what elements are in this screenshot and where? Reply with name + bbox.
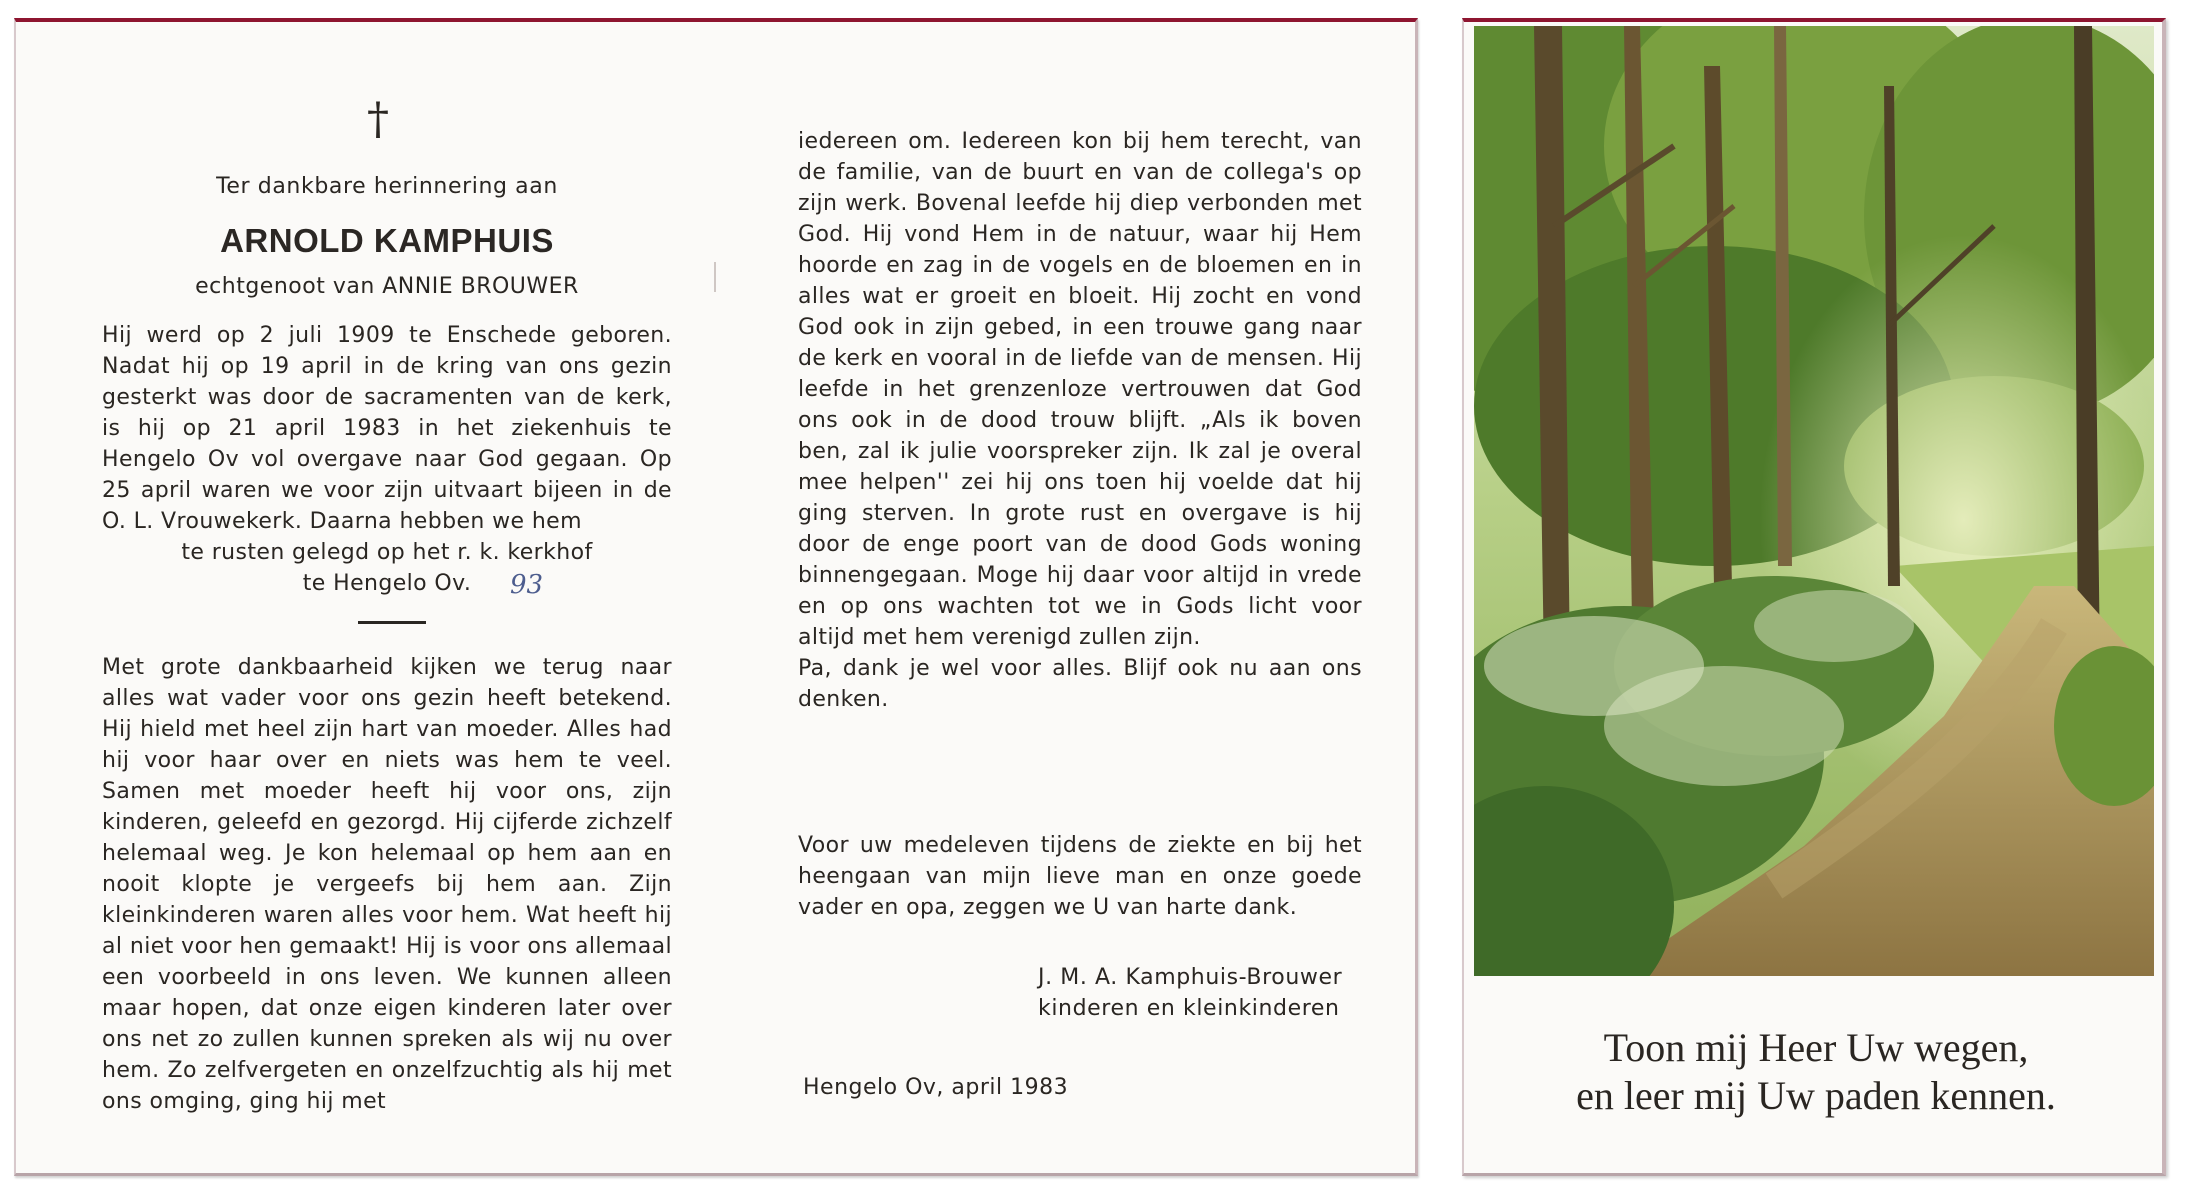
place-date: Hengelo Ov, april 1983 [803, 1075, 1069, 1100]
biography-tail-2: te Hengelo Ov. [302, 571, 472, 596]
deceased-name: ARNOLD KAMPHUIS [220, 222, 554, 259]
landscape-photo [1474, 26, 2154, 976]
biography-text: Hij werd op 2 juli 1909 te Enschede geboren. Nadat hij op 19 april in de kring van ons gezin gesterkt was door de sacramenten van de kerk, is hij op 21 april 1983 in het ziekenhuis te Hengelo Ov vol overgave naar God gegaan. Op 25 april waren we voor zijn uitvaart bijeen in de O. L. Vrouwekerk. Daarna hebben we hem [102, 323, 672, 534]
signature-block [1038, 962, 1342, 1024]
tribute-continued [798, 126, 1362, 715]
memorial-card-photo [1462, 18, 2166, 1176]
verse-line-2: en leer mij Uw paden kennen. [1576, 1073, 2056, 1118]
thanks-text: Voor uw medeleven tijdens de ziekte en bij het heengaan van mijn lieve man en onze goede vader en opa, zeggen we U van harte dank. [798, 833, 1362, 920]
dedication-line: Ter dankbare herinnering aan [216, 174, 558, 199]
tribute-continued-text: iedereen om. Iedereen kon bij hem terecht, van de familie, van de buurt en van de collega's op zijn werk. Bovenal leefde hij diep verbonden met God. Hij vond Hem in de natuur, waar hij Hem hoorde en zag in de vogels en de bloemen en in alles wat er groeit en bloeit. Hij zocht en vond God ook in zijn gebed, in een trouwe gang naar de kerk en vooral in de liefde van de mensen. Hij leefde in het grenzenloze vertrouwen dat God ons ook in de dood trouw blijft. „Als ik boven ben, zal ik julie voorspreker zijn. Ik zal je overal mee helpen'' zei hij ons toen hij voelde dat hij ging sterven. In grote rust en overgave is hij door de enge poort van de dood Gods woning binnengegaan. Moge hij daar voor altijd in vrede en op ons wachten tot we in Gods licht voor altijd met hem verenigd zullen zijn. [798, 129, 1362, 650]
verse-line-1: Toon mij Heer Uw wegen, [1603, 1025, 2029, 1070]
signature-line-2: kinderen en kleinkinderen [1038, 996, 1340, 1021]
cross-icon: † [367, 94, 389, 145]
signature-line-1: J. M. A. Kamphuis-Brouwer [1038, 965, 1343, 990]
tribute-text: Met grote dankbaarheid kijken we terug naar alles wat vader voor ons gezin heeft betekend. Hij hield met heel zijn hart van moeder. Alles had hij voor haar over en niets was hem te veel. Samen met moeder heeft hij voor ons, zijn kinderen, geleefd en gezorgd. Hij cijferde zichzelf helemaal weg. Je kon helemaal op hem aan en nooit klopte je vergeefs bij hem aan. Zijn kleinkinderen waren alles voor hem. Wat heeft hij al niet voor hen gemaakt! Hij is voor ons allemaal een voorbeeld in ons leven. We kunnen alleen maar hopen, dat onze eigen kinderen later over ons net zo zullen kunnen spreken als wij nu over hem. Zo zelfvergeten en onzelfzuchtig als hij met ons omging, ging hij met [102, 655, 672, 1114]
handwritten-mark: 93 [510, 570, 544, 600]
forest-path-image [1474, 26, 2154, 976]
biography [102, 320, 672, 599]
section-divider [358, 621, 426, 624]
biography-tail-1: te rusten gelegd op het r. k. kerkhof [181, 540, 593, 565]
fold-mark [714, 262, 716, 292]
farewell-text: Pa, dank je wel voor alles. Blijf ook nu aan ons denken. [798, 656, 1362, 712]
verse [1464, 1024, 2168, 1120]
spouse-line: echtgenoot van ANNIE BROUWER [195, 274, 579, 299]
memorial-card-text [14, 18, 1418, 1176]
